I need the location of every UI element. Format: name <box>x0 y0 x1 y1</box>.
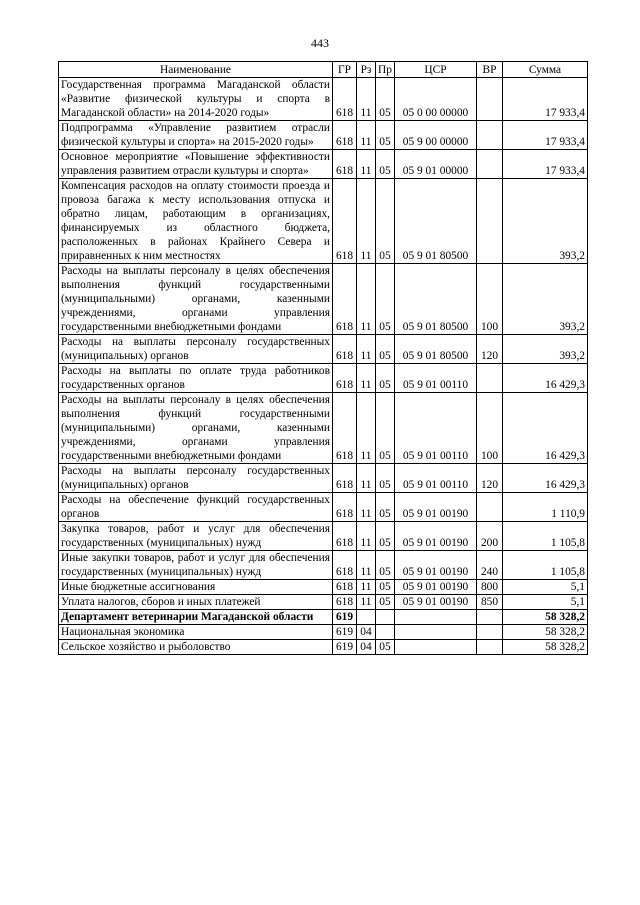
cell-gr: 619 <box>333 625 357 640</box>
cell-csr: 05 9 01 00190 <box>395 551 477 580</box>
cell-csr: 05 9 01 00190 <box>395 493 477 522</box>
table-row <box>59 522 588 551</box>
cell-sum: 5,1 <box>503 580 588 595</box>
table-header-row <box>59 62 588 78</box>
cell-pr: 05 <box>376 364 395 393</box>
cell-rz: 11 <box>357 364 376 393</box>
cell-pr <box>376 625 395 640</box>
cell-pr: 05 <box>376 464 395 493</box>
table-row <box>59 121 588 150</box>
cell-vr <box>477 78 503 121</box>
table-row <box>59 150 588 179</box>
cell-name: Подпрограмма «Управление развитием отрасли физической культуры и спорта» на 2015-2020 годы» <box>59 121 333 150</box>
cell-csr: 05 9 01 80500 <box>395 179 477 264</box>
table-row <box>59 640 588 655</box>
cell-csr: 05 9 01 00110 <box>395 464 477 493</box>
header-sum: Сумма <box>503 62 588 78</box>
cell-vr: 850 <box>477 595 503 610</box>
cell-pr: 05 <box>376 121 395 150</box>
table-row <box>59 595 588 610</box>
table-row <box>59 610 588 625</box>
table-row <box>59 551 588 580</box>
cell-gr: 618 <box>333 78 357 121</box>
cell-sum: 1 105,8 <box>503 551 588 580</box>
cell-gr: 618 <box>333 179 357 264</box>
cell-rz: 11 <box>357 522 376 551</box>
cell-name: Департамент ветеринарии Магаданской области <box>59 610 333 625</box>
header-rz: Рз <box>357 62 376 78</box>
cell-sum: 16 429,3 <box>503 393 588 464</box>
table-row <box>59 335 588 364</box>
cell-rz: 04 <box>357 625 376 640</box>
cell-rz: 11 <box>357 335 376 364</box>
table-row <box>59 493 588 522</box>
cell-sum: 58 328,2 <box>503 625 588 640</box>
cell-vr: 100 <box>477 393 503 464</box>
header-name: Наименование <box>59 62 333 78</box>
cell-name: Компенсация расходов на оплату стоимости проезда и провоза багажа к месту использования отпуска и обратно лицам, работающим в организациях, финансируемых из областного бюджета, расположенных в районах Крайнего Севера и приравненных к ним местностях <box>59 179 333 264</box>
cell-pr: 05 <box>376 150 395 179</box>
cell-name: Иные закупки товаров, работ и услуг для обеспечения государственных (муниципальных) нужд <box>59 551 333 580</box>
cell-csr: 05 9 01 00190 <box>395 580 477 595</box>
cell-sum: 58 328,2 <box>503 610 588 625</box>
cell-name: Расходы на обеспечение функций государственных органов <box>59 493 333 522</box>
cell-csr <box>395 625 477 640</box>
cell-vr <box>477 610 503 625</box>
cell-rz: 11 <box>357 150 376 179</box>
cell-sum: 5,1 <box>503 595 588 610</box>
header-csr: ЦСР <box>395 62 477 78</box>
cell-name: Национальная экономика <box>59 625 333 640</box>
cell-csr: 05 9 01 00000 <box>395 150 477 179</box>
cell-csr: 05 9 00 00000 <box>395 121 477 150</box>
cell-rz: 11 <box>357 264 376 335</box>
cell-vr: 800 <box>477 580 503 595</box>
cell-sum: 17 933,4 <box>503 78 588 121</box>
table-row <box>59 625 588 640</box>
cell-csr: 05 0 00 00000 <box>395 78 477 121</box>
cell-pr: 05 <box>376 78 395 121</box>
cell-gr: 618 <box>333 580 357 595</box>
cell-sum: 58 328,2 <box>503 640 588 655</box>
cell-gr: 618 <box>333 150 357 179</box>
cell-rz: 04 <box>357 640 376 655</box>
cell-name: Расходы на выплаты персоналу в целях обеспечения выполнения функций государственными (муниципальными) органами, казенными учреждениями, органами управления государственными внебюджетными фондами <box>59 393 333 464</box>
cell-csr: 05 9 01 00190 <box>395 522 477 551</box>
cell-gr: 618 <box>333 121 357 150</box>
cell-rz: 11 <box>357 493 376 522</box>
cell-name: Расходы на выплаты по оплате труда работников государственных органов <box>59 364 333 393</box>
cell-vr <box>477 121 503 150</box>
cell-pr <box>376 610 395 625</box>
cell-vr: 120 <box>477 464 503 493</box>
cell-csr: 05 9 01 80500 <box>395 264 477 335</box>
cell-pr: 05 <box>376 179 395 264</box>
header-gr: ГР <box>333 62 357 78</box>
cell-rz: 11 <box>357 179 376 264</box>
table-row <box>59 580 588 595</box>
cell-pr: 05 <box>376 580 395 595</box>
cell-vr <box>477 625 503 640</box>
cell-gr: 618 <box>333 364 357 393</box>
cell-vr: 200 <box>477 522 503 551</box>
cell-gr: 618 <box>333 393 357 464</box>
cell-name: Расходы на выплаты персоналу государственных (муниципальных) органов <box>59 335 333 364</box>
table-row <box>59 179 588 264</box>
cell-sum: 393,2 <box>503 179 588 264</box>
cell-name: Сельское хозяйство и рыболовство <box>59 640 333 655</box>
cell-gr: 619 <box>333 610 357 625</box>
cell-vr: 240 <box>477 551 503 580</box>
table-row <box>59 393 588 464</box>
cell-gr: 618 <box>333 551 357 580</box>
cell-sum: 17 933,4 <box>503 121 588 150</box>
cell-rz <box>357 610 376 625</box>
cell-sum: 17 933,4 <box>503 150 588 179</box>
cell-rz: 11 <box>357 551 376 580</box>
cell-rz: 11 <box>357 464 376 493</box>
cell-gr: 618 <box>333 522 357 551</box>
cell-vr: 120 <box>477 335 503 364</box>
cell-csr <box>395 640 477 655</box>
cell-gr: 618 <box>333 493 357 522</box>
cell-rz: 11 <box>357 393 376 464</box>
cell-rz: 11 <box>357 78 376 121</box>
cell-vr <box>477 640 503 655</box>
cell-name: Иные бюджетные ассигнования <box>59 580 333 595</box>
cell-name: Закупка товаров, работ и услуг для обеспечения государственных (муниципальных) нужд <box>59 522 333 551</box>
cell-csr <box>395 610 477 625</box>
cell-pr: 05 <box>376 264 395 335</box>
table-row <box>59 364 588 393</box>
cell-rz: 11 <box>357 121 376 150</box>
cell-name: Уплата налогов, сборов и иных платежей <box>59 595 333 610</box>
cell-pr: 05 <box>376 393 395 464</box>
cell-vr <box>477 179 503 264</box>
cell-pr: 05 <box>376 640 395 655</box>
cell-vr <box>477 150 503 179</box>
table-row <box>59 464 588 493</box>
cell-pr: 05 <box>376 493 395 522</box>
table-row <box>59 78 588 121</box>
cell-gr: 618 <box>333 464 357 493</box>
page-number: 443 <box>311 36 329 50</box>
cell-rz: 11 <box>357 595 376 610</box>
cell-sum: 1 105,8 <box>503 522 588 551</box>
cell-csr: 05 9 01 00110 <box>395 364 477 393</box>
cell-sum: 393,2 <box>503 335 588 364</box>
cell-vr <box>477 364 503 393</box>
cell-pr: 05 <box>376 551 395 580</box>
cell-sum: 16 429,3 <box>503 464 588 493</box>
cell-gr: 618 <box>333 264 357 335</box>
cell-csr: 05 9 01 00110 <box>395 393 477 464</box>
cell-vr <box>477 493 503 522</box>
cell-vr: 100 <box>477 264 503 335</box>
cell-name: Основное мероприятие «Повышение эффективности управления развитием отрасли культуры и спорта» <box>59 150 333 179</box>
budget-table <box>58 61 588 655</box>
cell-csr: 05 9 01 80500 <box>395 335 477 364</box>
header-pr: Пр <box>376 62 395 78</box>
cell-name: Государственная программа Магаданской области «Развитие физической культуры и спорта в Магаданской области» на 2014-2020 годы» <box>59 78 333 121</box>
cell-sum: 1 110,9 <box>503 493 588 522</box>
cell-name: Расходы на выплаты персоналу в целях обеспечения выполнения функций государственными (муниципальными) органами, казенными учреждениями, органами управления государственными внебюджетными фондами <box>59 264 333 335</box>
cell-gr: 618 <box>333 595 357 610</box>
cell-gr: 618 <box>333 335 357 364</box>
table-row <box>59 264 588 335</box>
cell-sum: 16 429,3 <box>503 364 588 393</box>
cell-gr: 619 <box>333 640 357 655</box>
cell-rz: 11 <box>357 580 376 595</box>
cell-sum: 393,2 <box>503 264 588 335</box>
cell-pr: 05 <box>376 335 395 364</box>
cell-csr: 05 9 01 00190 <box>395 595 477 610</box>
header-vr: ВР <box>477 62 503 78</box>
cell-pr: 05 <box>376 522 395 551</box>
cell-name: Расходы на выплаты персоналу государственных (муниципальных) органов <box>59 464 333 493</box>
cell-pr: 05 <box>376 595 395 610</box>
